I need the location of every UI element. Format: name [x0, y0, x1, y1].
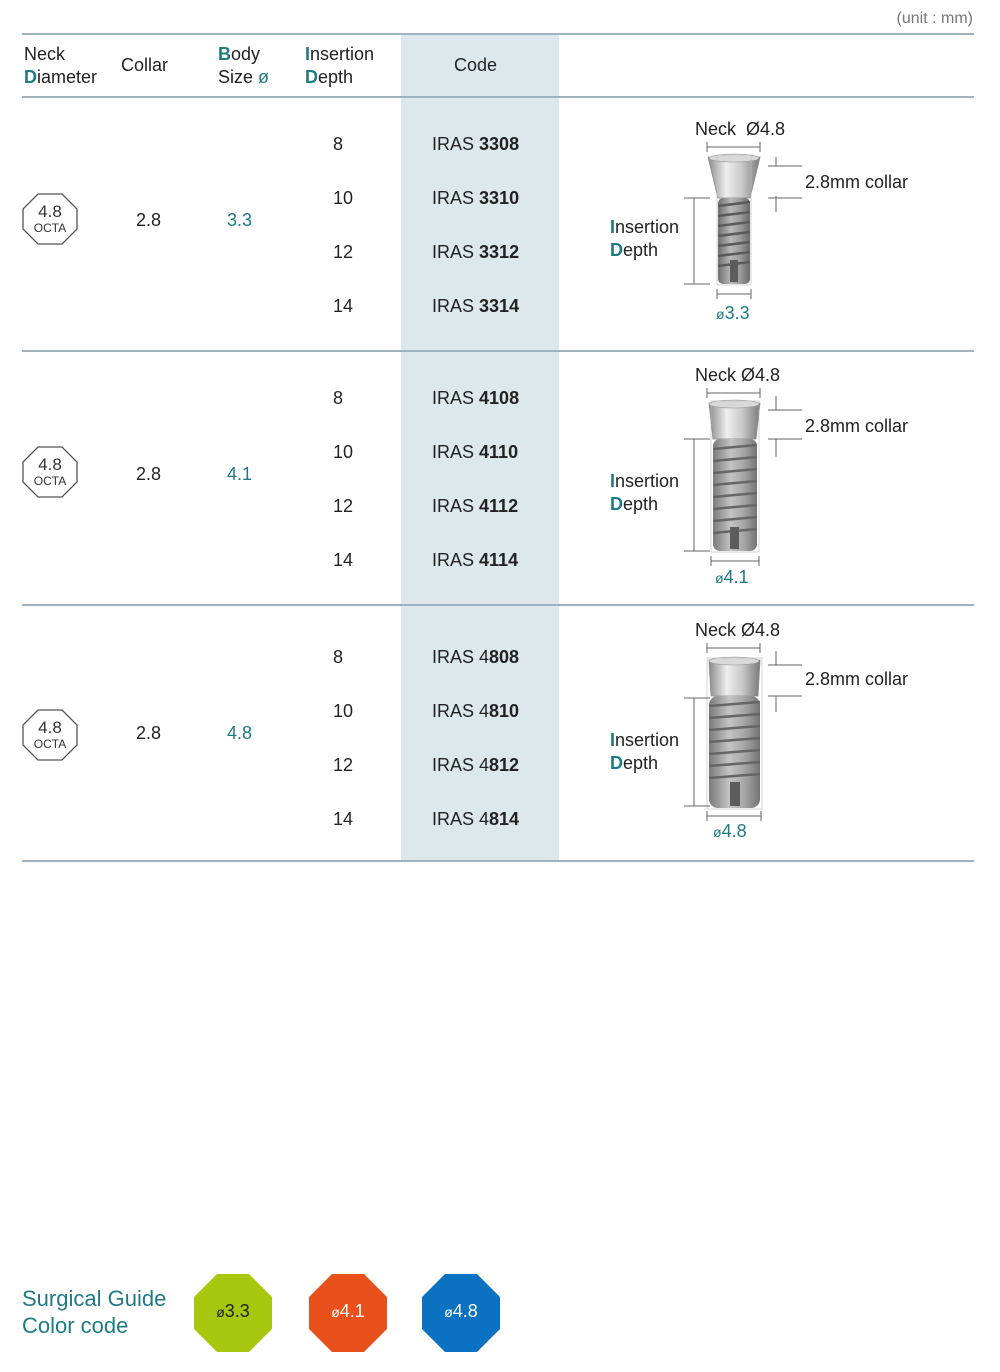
header-collar: Collar — [121, 55, 169, 75]
depth-value: 8 — [333, 134, 344, 154]
unit-note: (unit : mm) — [896, 10, 973, 27]
neck-octa-badge: 4.8 OCTA — [22, 709, 78, 761]
color-badge-4-8: ø4.8 — [422, 1274, 500, 1352]
implant-figure — [590, 610, 970, 850]
header-rule — [22, 96, 974, 98]
header-code: Code — [454, 55, 498, 75]
product-code: IRAS 3312 — [432, 242, 520, 262]
depth-value: 10 — [333, 701, 354, 721]
collar-value: 2.8 — [136, 210, 162, 230]
product-code: IRAS 4808 — [432, 647, 520, 667]
depth-value: 14 — [333, 550, 354, 570]
collar-label: 2.8mm collar — [805, 172, 909, 192]
diameter-label: ø4.1 — [715, 567, 749, 587]
row-divider — [22, 604, 974, 606]
body-size-value: 4.8 — [227, 723, 253, 743]
implant-figure — [590, 355, 970, 595]
depth-value: 14 — [333, 296, 354, 316]
product-code: IRAS 3308 — [432, 134, 520, 154]
collar-value: 2.8 — [136, 723, 162, 743]
surgical-guide-title: Surgical Guide Color code — [22, 1286, 167, 1338]
implant-figure — [590, 110, 970, 350]
neck-label: Neck Ø4.8 — [695, 365, 781, 385]
product-code: IRAS 3314 — [432, 296, 520, 316]
insertion-depth-label: Insertion Depth — [610, 730, 680, 773]
body-size-value: 3.3 — [227, 210, 253, 230]
depth-value: 8 — [333, 388, 344, 408]
product-code: IRAS 4112 — [432, 496, 519, 516]
depth-value: 14 — [333, 809, 354, 829]
collar-value: 2.8 — [136, 464, 162, 484]
collar-label: 2.8mm collar — [805, 416, 909, 436]
depth-value: 12 — [333, 496, 354, 516]
diameter-label: ø4.8 — [713, 821, 747, 841]
insertion-depth-label: Insertion Depth — [610, 471, 680, 514]
table-top-rule — [22, 33, 974, 35]
product-code: IRAS 4810 — [432, 701, 520, 721]
insertion-depth-label: Insertion Depth — [610, 217, 680, 260]
product-code: IRAS 4812 — [432, 755, 520, 775]
depth-value: 10 — [333, 442, 354, 462]
depth-value: 8 — [333, 647, 344, 667]
color-badge-4-1: ø4.1 — [309, 1274, 387, 1352]
product-code: IRAS 4108 — [432, 388, 520, 408]
neck-octa-badge: 4.8 OCTA — [22, 446, 78, 498]
product-code: IRAS 4114 — [432, 550, 519, 570]
color-badge-3-3: ø3.3 — [194, 1274, 272, 1352]
depth-value: 12 — [333, 755, 354, 775]
depth-value: 10 — [333, 188, 354, 208]
diameter-label: ø3.3 — [716, 303, 750, 323]
neck-label: Neck Ø4.8 — [695, 620, 781, 640]
product-code: IRAS 3310 — [432, 188, 520, 208]
table-bottom-rule — [22, 860, 974, 862]
row-divider — [22, 350, 974, 352]
depth-value: 12 — [333, 242, 354, 262]
product-code: IRAS 4814 — [432, 809, 520, 829]
product-code: IRAS 4110 — [432, 442, 519, 462]
collar-label: 2.8mm collar — [805, 669, 909, 689]
neck-label: Neck Ø4.8 — [695, 119, 786, 139]
header-body-size: Body Size ø — [218, 44, 270, 87]
header-neck-diameter: Neck Diameter — [24, 44, 98, 87]
neck-octa-badge: 4.8 OCTA — [22, 193, 78, 245]
body-size-value: 4.1 — [227, 464, 253, 484]
header-insertion-depth: Insertion Depth — [305, 44, 375, 87]
